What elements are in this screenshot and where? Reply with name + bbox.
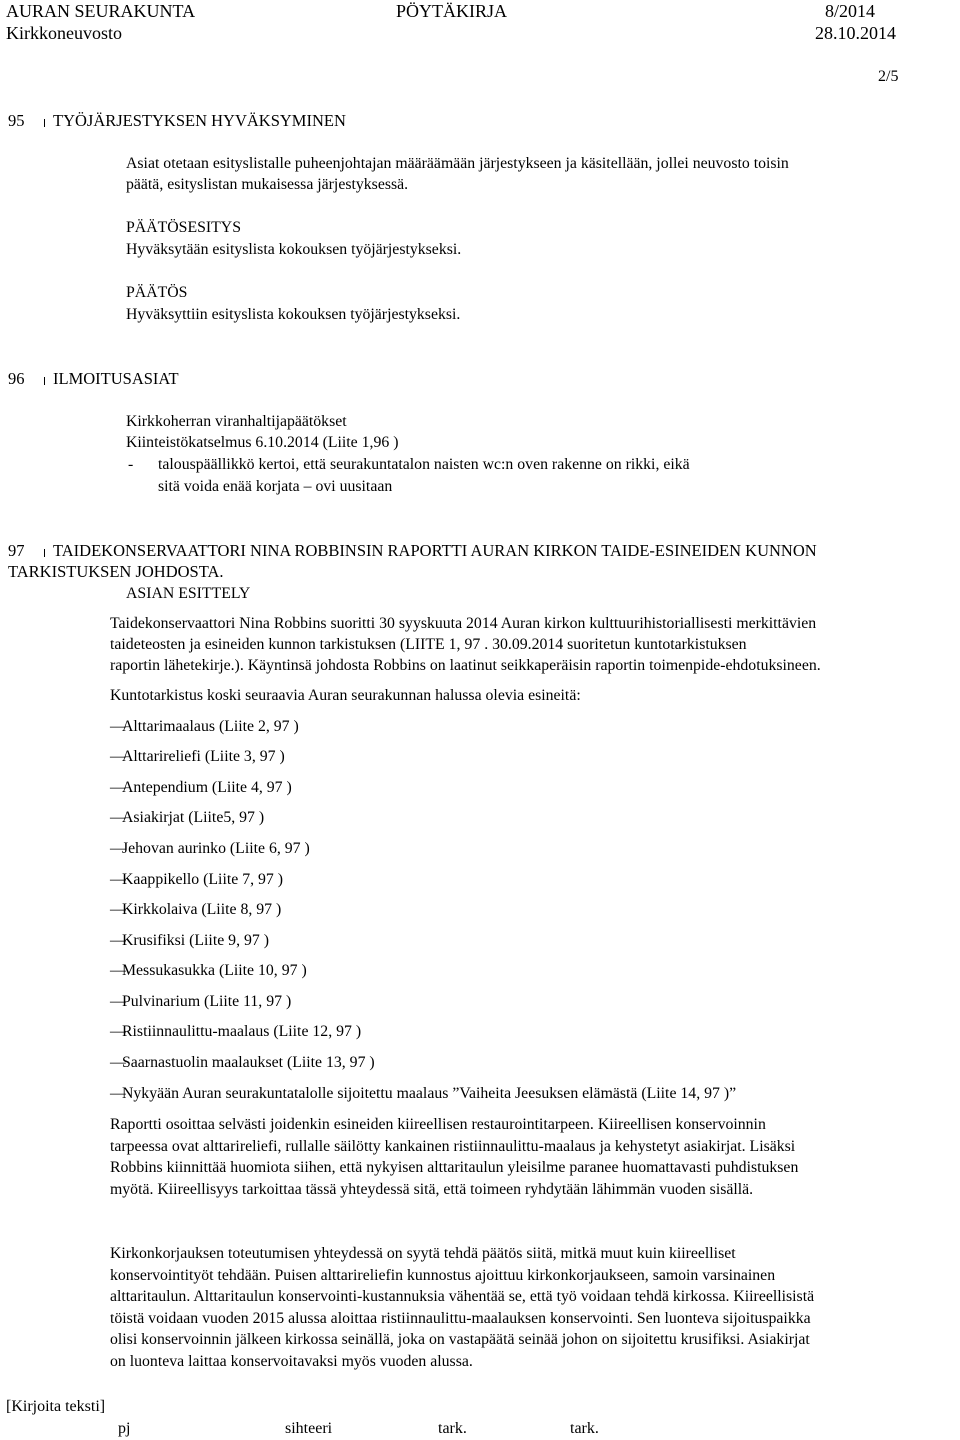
sec97-paragraph-line: konservointityöt tehdään. Puisen alttarireliefin kunnostus ajoittuu kirkonkorjaukseen, samoin varsinainen <box>110 1267 776 1284</box>
section-number: 97 <box>8 541 25 560</box>
list-item-text: Antependium (Liite 4, 97 ) <box>122 779 292 796</box>
sec97-paragraph-line: Kirkonkorjauksen toteutumisen yhteydessä on syytä tehdä päätös siitä, mitkä muut kuin kiireelliset <box>110 1245 736 1262</box>
header-date: 28.10.2014 <box>815 23 896 43</box>
section-number: 96 <box>8 369 25 388</box>
footer-signature-tark2: tark. <box>570 1420 599 1437</box>
section-number: 95 <box>8 111 25 130</box>
em-dash: — <box>110 748 126 765</box>
tab-marker <box>44 119 45 127</box>
sec95-intro-line: päätä, esityslistan mukaisessa järjestyksessä. <box>126 176 409 193</box>
sec95-decision-text: Hyväksyttiin esityslista kokouksen työjärjestykseksi. <box>126 306 461 323</box>
footer-signature-pj: pj <box>118 1420 131 1437</box>
page-number: 2/5 <box>878 68 899 85</box>
section-97-heading <box>8 540 817 561</box>
list-item-text: Jehovan aurinko (Liite 6, 97 ) <box>122 840 310 857</box>
footer-signature-sihteeri: sihteeri <box>285 1420 333 1437</box>
list-item <box>110 777 292 798</box>
em-dash: — <box>110 993 126 1010</box>
list-item-text: Nykyään Auran seurakuntatalolle sijoitettu maalaus ”Vaiheita Jeesuksen elämästä (Liite 14, 97 )” <box>122 1085 737 1102</box>
section-97-heading-cont: TARKISTUKSEN JOHDOSTA. <box>8 562 224 581</box>
list-item-text: Saarnastuolin maalaukset (Liite 13, 97 ) <box>122 1054 375 1071</box>
list-item <box>110 1021 361 1042</box>
sec96-bullet-line: talouspäällikkö kertoi, että seurakuntatalon naisten wc:n oven rakenne on rikki, eikä <box>158 456 690 473</box>
sec96-bullet-dash: - <box>128 456 134 473</box>
list-item-text: Alttarimaalaus (Liite 2, 97 ) <box>122 718 299 735</box>
list-item-text: Krusifiksi (Liite 9, 97 ) <box>122 932 269 949</box>
section-95-heading <box>8 110 346 131</box>
em-dash: — <box>110 1023 126 1040</box>
section-96-heading <box>8 368 179 389</box>
header-organization: AURAN SEURAKUNTA <box>6 1 196 21</box>
list-item <box>110 869 283 890</box>
footer-signature-tark1: tark. <box>438 1420 467 1437</box>
sec97-paragraph-line: alttaritaulun. Alttaritaulun konservointi-kustannuksia vähentää se, että työ voidaan tehdä kirkossa. Kiireellisistä <box>110 1288 815 1305</box>
list-item-text: Pulvinarium (Liite 11, 97 ) <box>122 993 292 1010</box>
sec97-paragraph-line: Robbins kiinnittää huomiota siihen, että nykyisen alttaritaulun yleisilme paranee huomattavasti puhdistuksen <box>110 1159 799 1176</box>
list-item <box>110 930 269 951</box>
header-document-type: PÖYTÄKIRJA <box>396 1 508 21</box>
header-document-number: 8/2014 <box>825 1 876 21</box>
em-dash: — <box>110 901 126 918</box>
list-item <box>110 1083 736 1104</box>
sec97-paragraph-line: tarpeessa ovat alttarireliefi, rullalle säilötty kankainen ristiinnaulittu-maalaus ja kehystetyt asiakirjat. Lisäksi <box>110 1138 796 1155</box>
list-item-text: Ristiinnaulittu-maalaus (Liite 12, 97 ) <box>122 1023 362 1040</box>
em-dash: — <box>110 962 126 979</box>
list-item <box>110 838 310 859</box>
list-item <box>110 960 307 981</box>
list-item <box>110 991 291 1012</box>
sec97-paragraph-line: on luonteva laittaa konservoitavaksi myös vuoden alussa. <box>110 1353 473 1370</box>
sec96-line: Kirkkoherran viranhaltijapäätökset <box>126 413 347 430</box>
list-item-text: Messukasukka (Liite 10, 97 ) <box>122 962 307 979</box>
list-item <box>110 899 281 920</box>
sec95-decision-label: PÄÄTÖS <box>126 284 188 301</box>
list-item-text: Alttarireliefi (Liite 3, 97 ) <box>122 748 285 765</box>
em-dash: — <box>110 840 126 857</box>
sec96-line: Kiinteistökatselmus 6.10.2014 (Liite 1,96 ) <box>126 434 399 451</box>
section-title: TAIDEKONSERVAATTORI NINA ROBBINSIN RAPORTTI AURAN KIRKON TAIDE-ESINEIDEN KUNNON <box>53 541 817 560</box>
list-item <box>110 807 264 828</box>
footer-placeholder-text: [Kirjoita teksti] <box>6 1398 106 1415</box>
list-item <box>110 716 299 737</box>
sec95-proposal-label: PÄÄTÖSESITYS <box>126 219 241 236</box>
em-dash: — <box>110 779 126 796</box>
sec97-paragraph-line: töistä voidaan vuoden 2015 alussa aloittaa ristiinnaulittu-maalauksen konservointi. Sen luonteva sijoituspaikka <box>110 1310 811 1327</box>
list-item-text: Asiakirjat (Liite5, 97 ) <box>122 809 265 826</box>
sec95-intro-line: Asiat otetaan esityslistalle puheenjohtajan määräämään järjestykseen ja käsitellään, jollei neuvosto toisin <box>126 155 789 172</box>
section-title: TYÖJÄRJESTYKSEN HYVÄKSYMINEN <box>53 111 346 130</box>
section-title: ILMOITUSASIAT <box>53 369 179 388</box>
sec97-paragraph-line: Taidekonservaattori Nina Robbins suoritti 30 syyskuuta 2014 Auran kirkon kulttuurihistoriallisesti merkittävien <box>110 615 817 632</box>
tab-marker <box>44 377 45 385</box>
sec97-paragraph-line: olisi konservoinnin jälkeen kirkossa seinällä, joka on vastapäätä seinää johon on sijoitettu krusifiksi. Asiakirjat <box>110 1331 810 1348</box>
em-dash: — <box>110 871 126 888</box>
list-item-text: Kirkkolaiva (Liite 8, 97 ) <box>122 901 282 918</box>
sec97-presentation-label: ASIAN ESITTELY <box>126 585 251 602</box>
sec97-paragraph-line: myötä. Kiireellisyys tarkoittaa tässä yhteydessä sitä, että toimeen ryhdytään lähimmän vuoden sisällä. <box>110 1181 754 1198</box>
sec96-bullet-line: sitä voida enää korjata – ovi uusitaan <box>158 478 393 495</box>
sec97-paragraph-line: taideteosten ja esineiden kunnon tarkistuksen (LIITE 1, 97 . 30.09.2014 suoritetun kuntotarkistuksen <box>110 636 747 653</box>
sec95-proposal-text: Hyväksytään esityslista kokouksen työjärjestykseksi. <box>126 241 462 258</box>
em-dash: — <box>110 1054 126 1071</box>
tab-marker <box>44 549 45 557</box>
sec97-paragraph-line: Raportti osoittaa selvästi joidenkin esineiden kiireellisen restaurointitarpeen. Kiireellisen konservoinnin <box>110 1116 766 1133</box>
em-dash: — <box>110 809 126 826</box>
header-body-name: Kirkkoneuvosto <box>6 23 122 43</box>
sec97-list-intro: Kuntotarkistus koski seuraavia Auran seurakunnan halussa olevia esineitä: <box>110 687 581 704</box>
sec97-paragraph-line: raportin lähetekirje.). Käyntinsä johdosta Robbins on laatinut seikkaperäisin raportin toimenpide-ehdotuksineen. <box>110 657 821 674</box>
em-dash: — <box>110 1085 126 1102</box>
em-dash: — <box>110 932 126 949</box>
list-item-text: Kaappikello (Liite 7, 97 ) <box>122 871 283 888</box>
list-item <box>110 746 285 767</box>
list-item <box>110 1052 375 1073</box>
em-dash: — <box>110 718 126 735</box>
